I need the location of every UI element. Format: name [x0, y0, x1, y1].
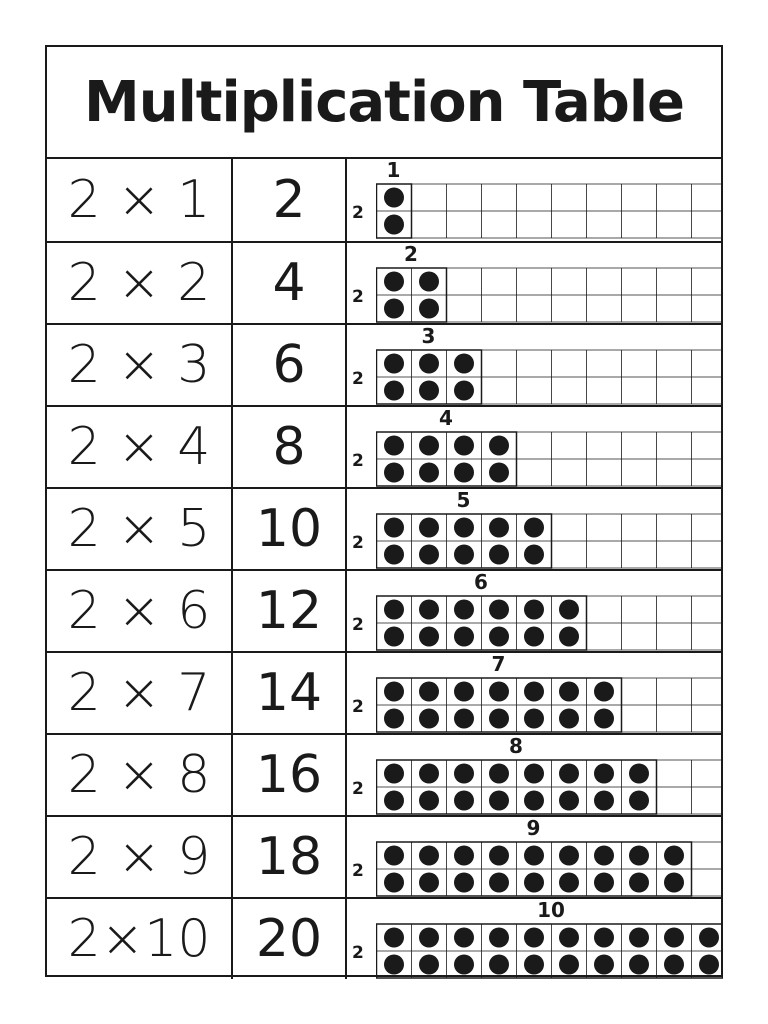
table-row: [47, 159, 721, 241]
column-count-label: 2: [404, 242, 418, 266]
dot: [384, 764, 404, 784]
dot: [419, 791, 439, 811]
dot: [419, 299, 439, 319]
dot: [524, 709, 544, 729]
array-grid-cell: [347, 489, 723, 569]
array-grid-cell: [347, 735, 723, 815]
dot: [384, 545, 404, 565]
array-grid-cell: [347, 325, 723, 405]
dot: [524, 791, 544, 811]
dot: [489, 709, 509, 729]
dot: [629, 791, 649, 811]
dot: [454, 791, 474, 811]
dot: [384, 354, 404, 374]
dot: [419, 928, 439, 948]
dot: [419, 627, 439, 647]
array-grid-cell: [347, 653, 723, 733]
dot: [524, 545, 544, 565]
column-count-label: 3: [421, 324, 436, 348]
dot: [384, 709, 404, 729]
product-cell: 10: [233, 489, 347, 569]
dot: [489, 545, 509, 565]
array-grid-cell: [347, 243, 723, 323]
dot: [559, 791, 579, 811]
dot: [629, 764, 649, 784]
dot: [524, 873, 544, 893]
dot: [559, 955, 579, 975]
dot: [489, 600, 509, 620]
dot: [594, 709, 614, 729]
dot: [489, 436, 509, 456]
dot: [594, 873, 614, 893]
dot: [454, 627, 474, 647]
column-count-label: 4: [439, 406, 453, 430]
dot: [384, 600, 404, 620]
dot: [454, 600, 474, 620]
product-cell: 12: [233, 571, 347, 651]
dot: [384, 627, 404, 647]
dot: [524, 955, 544, 975]
dot: [419, 518, 439, 538]
dot: [419, 709, 439, 729]
array-grid-cell: [347, 407, 723, 487]
dot: [384, 955, 404, 975]
equation-cell: 2 × 6: [47, 571, 233, 651]
equation-cell: 2 × 2: [47, 243, 233, 323]
equation-cell: 2 × 7: [47, 653, 233, 733]
product-cell: 18: [233, 817, 347, 897]
dot: [664, 873, 684, 893]
product-cell: 4: [233, 243, 347, 323]
dot: [419, 272, 439, 292]
array-grid-cell: [347, 899, 723, 979]
dot: [384, 436, 404, 456]
dot: [454, 518, 474, 538]
table-row: [47, 241, 721, 323]
dot: [489, 928, 509, 948]
product-cell: 14: [233, 653, 347, 733]
dot: [664, 955, 684, 975]
dot: [559, 764, 579, 784]
dot: [454, 354, 474, 374]
dot: [454, 873, 474, 893]
dot-array: [376, 183, 723, 239]
dot: [489, 764, 509, 784]
dot: [384, 381, 404, 401]
dot: [384, 873, 404, 893]
table-row: [47, 569, 721, 651]
dot: [384, 215, 404, 235]
dot: [384, 846, 404, 866]
dot: [419, 354, 439, 374]
dot-array: [376, 595, 723, 651]
equation-cell: 2 × 4: [47, 407, 233, 487]
dot: [524, 627, 544, 647]
column-count-label: 5: [456, 488, 471, 512]
dot: [629, 928, 649, 948]
equation-cell: 2 × 5: [47, 489, 233, 569]
dot: [454, 846, 474, 866]
dot: [594, 764, 614, 784]
dot: [454, 381, 474, 401]
dot: [594, 846, 614, 866]
dot-array: [376, 759, 723, 815]
column-count-label: 1: [386, 158, 401, 182]
dot: [384, 188, 404, 208]
dot: [454, 955, 474, 975]
dot: [489, 846, 509, 866]
dot: [454, 928, 474, 948]
array-grid-cell: [347, 571, 723, 651]
dot: [699, 928, 719, 948]
dot: [454, 764, 474, 784]
row-count-label: 2: [352, 861, 364, 881]
dot-array: [376, 431, 723, 487]
dot: [524, 600, 544, 620]
row-count-label: 2: [352, 533, 364, 553]
dot: [524, 682, 544, 702]
multiplication-table: [45, 45, 723, 977]
dot: [559, 846, 579, 866]
product-cell: 8: [233, 407, 347, 487]
dot-array: [376, 841, 723, 897]
dot: [384, 299, 404, 319]
dot: [629, 873, 649, 893]
dot: [559, 873, 579, 893]
page-title: Multiplication Table: [47, 47, 721, 159]
dot: [664, 928, 684, 948]
dot: [559, 682, 579, 702]
row-count-label: 2: [352, 779, 364, 799]
table-row: [47, 487, 721, 569]
dot: [629, 846, 649, 866]
dot-array: [376, 923, 723, 979]
dot: [524, 928, 544, 948]
table-row: [47, 405, 721, 487]
array-grid-cell: [347, 817, 723, 897]
dot: [419, 682, 439, 702]
dot: [384, 518, 404, 538]
row-count-label: 2: [352, 615, 364, 635]
dot: [524, 518, 544, 538]
table-row: [47, 815, 721, 897]
table-row: [47, 897, 721, 979]
row-count-label: 2: [352, 943, 364, 963]
table-row: [47, 733, 721, 815]
dot-array: [376, 677, 723, 733]
dot: [489, 955, 509, 975]
dot: [384, 928, 404, 948]
row-count-label: 2: [352, 697, 364, 717]
dot: [559, 928, 579, 948]
product-cell: 6: [233, 325, 347, 405]
dot: [419, 436, 439, 456]
dot: [384, 682, 404, 702]
dot: [489, 682, 509, 702]
equation-cell: 2 × 8: [47, 735, 233, 815]
product-cell: 16: [233, 735, 347, 815]
dot: [594, 955, 614, 975]
dot: [664, 846, 684, 866]
column-count-label: 9: [526, 816, 541, 840]
dot: [454, 545, 474, 565]
dot: [384, 463, 404, 483]
column-count-label: 10: [537, 898, 565, 922]
dot: [454, 682, 474, 702]
dot: [419, 381, 439, 401]
table-row: [47, 651, 721, 733]
equation-cell: 2 × 3: [47, 325, 233, 405]
table-row: [47, 323, 721, 405]
dot: [489, 463, 509, 483]
dot: [594, 791, 614, 811]
dot: [419, 764, 439, 784]
dot: [559, 709, 579, 729]
dot: [559, 627, 579, 647]
dot: [524, 846, 544, 866]
dot: [419, 545, 439, 565]
dot: [384, 791, 404, 811]
dot-array: [376, 267, 723, 323]
row-count-label: 2: [352, 203, 364, 223]
dot: [454, 436, 474, 456]
dot-array: [376, 349, 723, 405]
dot: [524, 764, 544, 784]
column-count-label: 7: [491, 652, 506, 676]
dot: [419, 463, 439, 483]
product-cell: 2: [233, 159, 347, 241]
row-count-label: 2: [352, 451, 364, 471]
dot: [419, 873, 439, 893]
dot: [629, 955, 649, 975]
dot: [699, 955, 719, 975]
column-count-label: 6: [474, 570, 488, 594]
equation-cell: 2 × 9: [47, 817, 233, 897]
row-count-label: 2: [352, 369, 364, 389]
dot: [489, 518, 509, 538]
equation-cell: 2 × 1: [47, 159, 233, 241]
dot: [489, 873, 509, 893]
dot-array: [376, 513, 723, 569]
array-grid-cell: [347, 159, 723, 241]
dot: [384, 272, 404, 292]
dot: [559, 600, 579, 620]
dot: [594, 682, 614, 702]
dot: [489, 627, 509, 647]
dot: [419, 846, 439, 866]
dot: [454, 463, 474, 483]
dot: [419, 600, 439, 620]
dot: [419, 955, 439, 975]
row-count-label: 2: [352, 287, 364, 307]
dot: [489, 791, 509, 811]
product-cell: 20: [233, 899, 347, 979]
column-count-label: 8: [509, 734, 523, 758]
dot: [594, 928, 614, 948]
equation-cell: 2×10: [47, 899, 233, 979]
dot: [454, 709, 474, 729]
